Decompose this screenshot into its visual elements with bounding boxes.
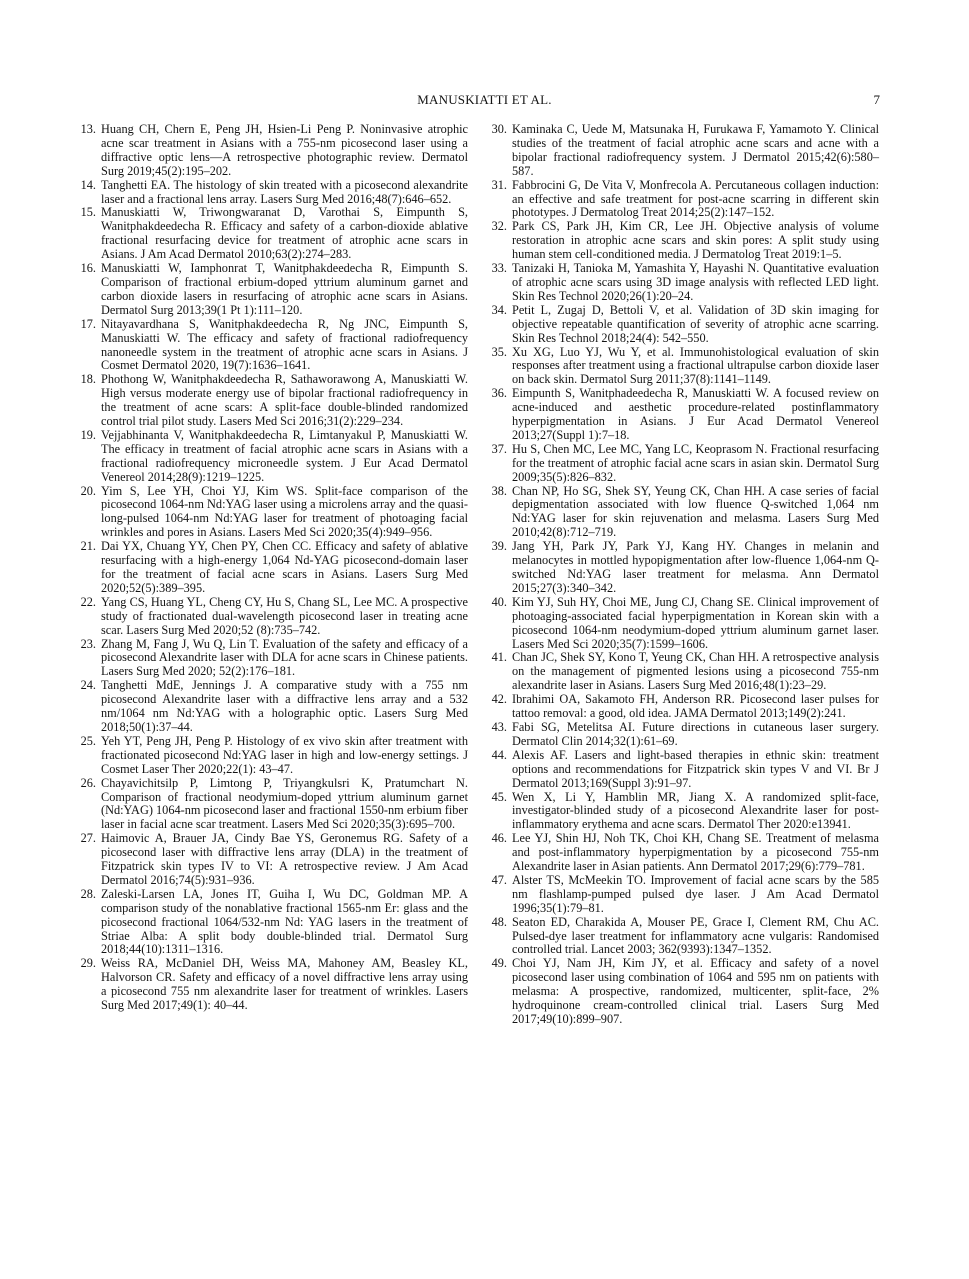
reference-number: 35.: [491, 344, 507, 359]
reference-number: 48.: [491, 914, 507, 929]
reference-text: Yeh YT, Peng JH, Peng P. Histology of ex vivo skin after treatment with fractionated picosecond Nd:YAG laser in high and low-energy settings. J Cosmet Laser Ther 2020;22(1): 43–47.: [101, 733, 468, 776]
reference-item: [76, 596, 468, 638]
reference-text: Tanizaki H, Tanioka M, Yamashita Y, Hayashi N. Quantitative evaluation of atrophic acne scars using 3D image analysis with reflected LED light. Skin Res Technol 2020;26(1):20–24.: [512, 261, 879, 303]
reference-text: Manuskiatti W, Triwongwaranat D, Varothai S, Eimpunth S, Wanitphakdeedecha R. Efficacy and safety of a carbon-dioxide ablative fractional resurfacing device for treatment of atrophic acne scars in Asians. J Am Acad Dermatol 2010;63(2):274–283.: [101, 205, 468, 262]
reference-number: 47.: [491, 872, 507, 887]
reference-text: Choi YJ, Nam JH, Kim JY, et al. Efficacy and safety of a novel picosecond laser using combination of 1064 and 595 nm on patients with melasma: A prospective, randomized, multicenter, split-face, 2% hydroquinone cream-controlled clinical trial. Lasers Surg Med 2017;49(10):899–907.: [512, 956, 879, 1026]
reference-number: 16.: [80, 261, 96, 276]
reference-number: 37.: [491, 441, 507, 456]
reference-item: [487, 749, 879, 791]
reference-number: 22.: [80, 594, 96, 609]
reference-item: [76, 179, 468, 207]
reference-text: Huang CH, Chern E, Peng JH, Hsien-Li Peng P. Noninvasive atrophic acne scar treatment in Asians with a 755-nm picosecond laser using a diffractive optic lens—A retrospective photographic review. Dermatol Surg 2019;45(2):195–202.: [101, 122, 468, 178]
reference-item: [487, 832, 879, 874]
reference-number: 43.: [491, 719, 507, 734]
reference-number: 38.: [491, 483, 507, 498]
reference-text: Lee YJ, Shin HJ, Noh TK, Choi KH, Chang SE. Treatment of melasma and post-inflammatory hyperpigmentation by a picosecond 755-nm Alexandrite laser in Asian patients. Ann Dermatol 2017;29(6):779–781.: [512, 831, 879, 874]
reference-text: Jang YH, Park JY, Park YJ, Kang HY. Changes in melanin and melanocytes in mottled hypopigmentation after low-fluence 1,064-nm Q-switched Nd:YAG laser treatment for melasma. Ann Dermatol 2015;27(3):340–342.: [512, 539, 879, 595]
reference-item: [487, 721, 879, 749]
reference-item: [487, 957, 879, 1027]
reference-item: [487, 220, 879, 262]
reference-text: Tanghetti MdE, Jennings J. A comparative study with a 755 nm picosecond Alexandrite laser with a diffractive lens array and a 532 nm/1064 nm Nd:YAG with a holographic optic. Lasers Surg Med 2018;50(1):37–44.: [101, 678, 468, 734]
reference-number: 36.: [491, 386, 507, 401]
running-title: MANUSKIATTI ET AL.: [417, 92, 552, 107]
reference-item: [487, 443, 879, 485]
reference-item: [76, 206, 468, 262]
reference-number: 26.: [80, 775, 96, 790]
reference-item: [76, 679, 468, 735]
reference-item: [487, 346, 879, 388]
reference-number: 31.: [491, 177, 507, 192]
reference-number: 17.: [80, 316, 96, 331]
reference-text: Kim YJ, Suh HY, Choi ME, Jung CJ, Chang SE. Clinical improvement of photoaging-associated facial hyperpigmentation in Korean skin with a picosecond 1064-nm neodymium-doped yttrium aluminum garnet laser. Lasers Med Sci 2020;35(7):1599–1606.: [512, 594, 879, 651]
reference-text: Zhang M, Fang J, Wu Q, Lin T. Evaluation of the safety and efficacy of a picosecond Alexandrite laser with DLA for acne scars in Chinese patients. Lasers Surg Med 2020; 52(2):176–181.: [101, 636, 468, 679]
reference-number: 44.: [491, 747, 507, 762]
reference-text: Petit L, Zugaj D, Bettoli V, et al. Validation of 3D skin imaging for objective repeatable quantification of severity of atrophic acne scarring. Skin Res Technol 2018;24(4): 542–550.: [512, 302, 879, 345]
reference-number: 45.: [491, 789, 507, 804]
reference-number: 41.: [491, 650, 507, 665]
reference-text: Park CS, Park JH, Kim CR, Lee JH. Objective analysis of volume restoration in atrophic acne scars and skin pores: A split study using human stem cell-conditioned media. J Dermatolog Treat 2019:1–5.: [512, 219, 879, 262]
reference-item: [76, 735, 468, 777]
reference-text: Yim S, Lee YH, Choi YJ, Kim WS. Split-face comparison of the picosecond 1064-nm Nd:YAG laser using a microlens array and the quasi-long-pulsed 1064-nm Nd:YAG laser for treatment of photoaging facial wrinkles and pores in Asians. Lasers Med Sci 2020;35(4):949–956.: [101, 483, 468, 540]
reference-number: 18.: [80, 372, 96, 387]
reference-number: 15.: [80, 205, 96, 220]
reference-item: [76, 638, 468, 680]
reference-text: Kaminaka C, Uede M, Matsunaka H, Furukawa F, Yamamoto Y. Clinical studies of the treatment of facial atrophic acne scars and acne with a bipolar fractional radiofrequency system. J Dermatol 2015;42(6):580–587.: [512, 122, 879, 178]
reference-item: [76, 485, 468, 541]
reference-text: Phothong W, Wanitphakdeedecha R, Sathaworawong A, Manuskiatti W. High versus moderate energy use of bipolar fractional radiofrequency in the treatment of acne scars: A split-face double-blinded randomized control trial pilot study. Lasers Med Sci 2016;31(2):229–234.: [101, 372, 468, 429]
reference-text: Zaleski-Larsen LA, Jones IT, Guiha I, Wu DC, Goldman MP. A comparison study of the nonablative fractional 1565-nm Er: glass and the picosecond fractional 1064/532-nm Nd: YAG lasers in the treatment of Striae Alba: A split body double-blinded trial. Dermatol Surg 2018;44(10):1311–1316.: [101, 886, 468, 957]
reference-item: [487, 387, 879, 443]
reference-item: [76, 262, 468, 318]
reference-number: 34.: [491, 302, 507, 317]
references-left-column: [76, 123, 468, 1013]
reference-number: 42.: [491, 692, 507, 707]
reference-number: 20.: [80, 483, 96, 498]
reference-number: 25.: [80, 733, 96, 748]
reference-item: [487, 304, 879, 346]
page-number: 7: [873, 92, 880, 107]
reference-text: Chan NP, Ho SG, Shek SY, Yeung CK, Chan HH. A case series of facial depigmentation associated with low fluence Q-switched 1,064 nm Nd:YAG laser for skin rejuvenation and melasma. Lasers Surg Med 2010;42(8):712–719.: [512, 483, 879, 540]
reference-item: [487, 791, 879, 833]
reference-item: [487, 916, 879, 958]
reference-text: Eimpunth S, Wanitphadeedecha R, Manuskiatti W. A focused review on acne-induced and aesthetic procedure-related postinflammatory hyperpigmentation in Asians. J Eur Acad Dermatol Venereol 2013;27(Suppl 1):7–18.: [512, 386, 879, 442]
reference-text: Dai YX, Chuang YY, Chen PY, Chen CC. Efficacy and safety of ablative resurfacing with a high-energy 1,064 Nd-YAG picosecond-domain laser for the treatment of facial acne scars in Asians. Lasers Surg Med 2020;52(5):389–395.: [101, 539, 468, 595]
reference-number: 32.: [491, 219, 507, 234]
reference-item: [76, 957, 468, 1013]
reference-text: Manuskiatti W, Iamphonrat T, Wanitphakdeedecha R, Eimpunth S. Comparison of fractional erbium-doped yttrium aluminum garnet and carbon dioxide lasers in resurfacing of atrophic acne scars in Asians. Dermatol Surg 2013;39(1 Pt 1):111–120.: [101, 261, 468, 317]
reference-text: Nitayavardhana S, Wanitphakdeedecha R, Ng JNC, Eimpunth S, Manuskiatti W. The efficacy and safety of fractional radiofrequency nanoneedle system in the treatment of atrophic acne scars in Asians. J Cosmet Dermatol 2020, 19(7):1636–1641.: [101, 316, 468, 373]
reference-item: [487, 179, 879, 221]
reference-number: 49.: [491, 956, 507, 971]
reference-text: Alexis AF. Lasers and light-based therapies in ethnic skin: treatment options and recommendations for Fitzpatrick skin types V and VI. Br J Dermatol 2013;169(Suppl 3):91–97.: [512, 747, 879, 790]
reference-number: 33.: [491, 261, 507, 276]
reference-item: [76, 373, 468, 429]
reference-number: 30.: [491, 122, 507, 136]
reference-number: 27.: [80, 831, 96, 846]
reference-text: Ibrahimi OA, Sakamoto FH, Anderson RR. Picosecond laser pulses for tattoo removal: a good, old idea. JAMA Dermatol 2013;149(2):241.: [512, 692, 879, 721]
reference-number: 24.: [80, 678, 96, 693]
reference-number: 23.: [80, 636, 96, 651]
reference-number: 29.: [80, 956, 96, 971]
reference-item: [76, 318, 468, 374]
reference-text: Chan JC, Shek SY, Kono T, Yeung CK, Chan HH. A retrospective analysis on the management of pigmented lesions using a picosecond 755-nm alexandrite laser in Asians. Lasers Surg Med 2016;48(1):23–29.: [512, 650, 879, 693]
reference-item: [76, 832, 468, 888]
reference-item: [487, 485, 879, 541]
reference-text: Fabi SG, Metelitsa AI. Future directions in cutaneous laser surgery. Dermatol Clin 2014;32(1):61–69.: [512, 719, 879, 748]
reference-text: Xu XG, Luo YJ, Wu Y, et al. Immunohistological evaluation of skin responses after treatment using a fractional ultrapulse carbon dioxide laser on back skin. Dermatol Surg 2011;37(8):1141–1149.: [512, 344, 879, 387]
reference-text: Haimovic A, Brauer JA, Cindy Bae YS, Geronemus RG. Safety of a picosecond laser with diffractive lens array (DLA) in the treatment of Fitzpatrick skin types IV to VI: A retrospective review. J Am Acad Dermatol 2016;74(5):931–936.: [101, 831, 468, 887]
reference-item: [487, 123, 879, 179]
references-right-column: [487, 123, 879, 1027]
reference-number: 14.: [80, 177, 96, 192]
reference-text: Vejjabhinanta V, Wanitphakdeedecha R, Limtanyakul P, Manuskiatti W. The efficacy in treatment of facial atrophic acne scars in Asians with a fractional radiofrequency microneedle system. J Eur Acad Dermatol Venereol 2014;28(9):1219–1225.: [101, 427, 468, 484]
reference-text: Weiss RA, McDaniel DH, Weiss MA, Mahoney AM, Beasley KL, Halvorson CR. Safety and efficacy of a novel diffractive lens array using a picosecond 755 nm alexandrite laser for treatment of wrinkles. Lasers Surg Med 2017;49(1): 40–44.: [101, 956, 468, 1013]
reference-number: 39.: [491, 539, 507, 554]
reference-item: [487, 693, 879, 721]
reference-text: Hu S, Chen MC, Lee MC, Yang LC, Keoprasom N. Fractional resurfacing for the treatment of atrophic facial acne scars in asian skin. Dermatol Surg 2009;35(5):826–832.: [512, 441, 879, 484]
reference-text: Fabbrocini G, De Vita V, Monfrecola A. Percutaneous collagen induction: an effective and safe treatment for post-acne scarring in different skin phototypes. J Dermatolog Treat 2014;25(2):147–152.: [512, 177, 879, 220]
reference-item: [487, 651, 879, 693]
reference-text: Tanghetti EA. The histology of skin treated with a picosecond alexandrite laser and a fractional lens array. Lasers Surg Med 2016;48(7):646–652.: [101, 177, 468, 206]
reference-item: [487, 262, 879, 304]
reference-number: 46.: [491, 831, 507, 846]
reference-item: [76, 540, 468, 596]
reference-text: Wen X, Li Y, Hamblin MR, Jiang X. A randomized split-face, investigator-blinded study of a picosecond Alexandrite laser for post-inflammatory erythema and acne scars. Dermatol Ther 2020:e13941.: [512, 789, 879, 832]
reference-item: [76, 429, 468, 485]
reference-item: [76, 123, 468, 179]
reference-number: 19.: [80, 427, 96, 442]
reference-text: Alster TS, McMeekin TO. Improvement of facial acne scars by the 585 nm flashlamp-pumped pulsed dye laser. J Am Acad Dermatol 1996;35(1):79–81.: [512, 872, 879, 915]
reference-item: [487, 596, 879, 652]
reference-text: Chayavichitsilp P, Limtong P, Triyangkulsri K, Pratumchart N. Comparison of fractional neodymium-doped yttrium aluminum garnet (Nd:YAG) 1064-nm picosecond laser and fractional 1550-nm erbium fiber laser in facial acne scar treatment. Lasers Med Sci 2020;35(3):695–700.: [101, 775, 468, 832]
reference-item: [76, 888, 468, 958]
reference-item: [76, 777, 468, 833]
reference-item: [487, 540, 879, 596]
reference-item: [487, 874, 879, 916]
reference-number: 28.: [80, 886, 96, 901]
reference-number: 13.: [80, 122, 96, 136]
reference-number: 21.: [80, 539, 96, 554]
reference-number: 40.: [491, 594, 507, 609]
reference-text: Yang CS, Huang YL, Cheng CY, Hu S, Chang SL, Lee MC. A prospective study of fractionated dual-wavelength picosecond laser in treating acne scar. Lasers Surg Med 2020;52 (8):735–742.: [101, 594, 468, 637]
reference-text: Seaton ED, Charakida A, Mouser PE, Grace I, Clement RM, Chu AC. Pulsed-dye laser treatment for inflammatory acne vulgaris: Randomised controlled trial. Lancet 2003; 362(9393):1347–1352.: [512, 914, 879, 957]
